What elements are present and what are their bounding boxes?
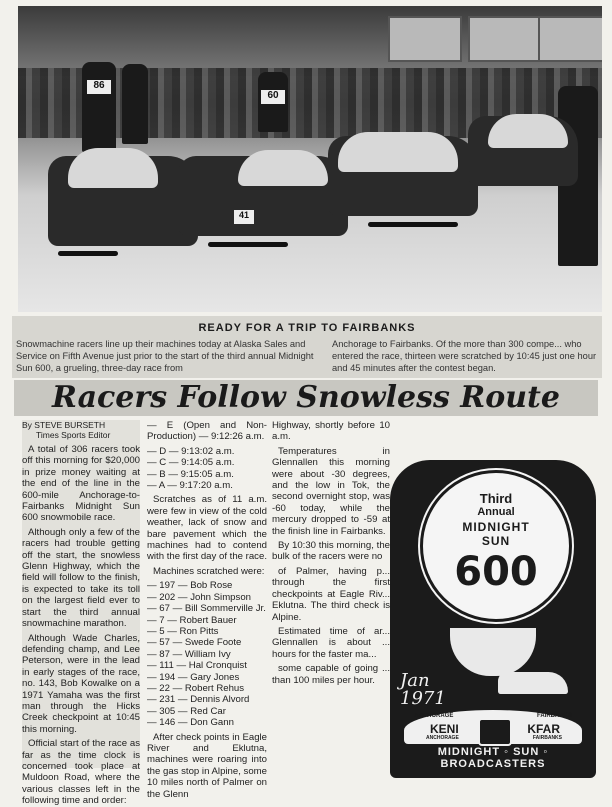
racer-bib: 86	[87, 80, 111, 94]
route-left: ANCHORAGE	[414, 713, 454, 719]
scratched-entry: — 67 — Bill Sommerville Jr.	[147, 603, 266, 615]
snowmobile-icon	[498, 672, 568, 694]
paragraph: A total of 306 racers took off this morning for $20,000 in prize money waiting at the end of the line in the 600-mile Anchorage-to-Fairbanks Midnight Sun 600 snowmobile race.	[22, 444, 140, 524]
trophy-icon	[450, 628, 536, 676]
snowmobile	[328, 136, 478, 216]
scratched-entry: — 197 — Bob Rose	[147, 580, 233, 592]
byline-name: By STEVE BURSETH	[22, 420, 106, 430]
racer-figure	[122, 64, 148, 144]
paragraph: Although Wade Charles, defending champ, and Lee Peterson, were in the lead in early stages of the race, no. 143, Bob Kowalke on a 1971 Yamaha was the first man through the Hicks Creek checkpoint at 10:45 this morning.	[22, 632, 140, 735]
headline: Racers Follow Snowless Route	[14, 380, 598, 416]
ad-line-midnight: MIDNIGHT	[462, 520, 530, 534]
start-time: — D — 9:13:02 a.m.	[147, 445, 235, 457]
news-photo	[18, 6, 602, 312]
scratched-entry: — 5 — Ron Pitts	[147, 625, 219, 637]
article-column-1	[22, 420, 140, 807]
ad-year: 1971	[400, 688, 446, 709]
garage-window	[468, 16, 542, 62]
station-keni: KENI	[430, 722, 459, 736]
scratched-list	[147, 580, 267, 728]
scratched-entry: — 305 — Red Car	[147, 705, 226, 717]
start-time: — A — 9:17:20 a.m.	[147, 480, 233, 492]
paragraph: By 10:30 this morning, the bulk of the racers were no	[272, 540, 390, 563]
article-column-2	[147, 420, 267, 800]
paragraph: Official start of the race as far as the time clock is concerned took place at Muldoon Road, where the various classes left in the following time and order:	[22, 738, 140, 807]
paragraph: Highway, shortly before 10 a.m.	[272, 420, 390, 443]
caption-text-right: Anchorage to Fairbanks. Of the more than 300 compe... who entered the race, thirteen were scratched by 10:45 just one hour and 45 minutes after the contest began.	[332, 339, 597, 373]
scratched-entry: — 146 — Don Gann	[147, 717, 234, 729]
paragraph: some capable of going ... than 100 miles per hour.	[272, 663, 390, 686]
station-kfar: KFAR	[527, 722, 560, 736]
route-right: FAIRBANKS	[536, 713, 572, 719]
paragraph: Estimated time of ar... Glennallen is about ... hours for the faster ma...	[272, 625, 390, 660]
ad-date	[400, 672, 446, 708]
paragraph: of Palmer, having p... through the first checkpoints at Eagle Riv... Eklutna. The third check is Alpine.	[272, 565, 390, 623]
racer-figure	[258, 72, 288, 132]
scratched-entry: — 231 — Dennis Alvord	[147, 694, 250, 706]
scratched-entry: — 202 — John Simpson	[147, 591, 251, 603]
byline-role: Times Sports Editor	[36, 430, 111, 440]
scratched-entry: — 22 — Robert Rehus	[147, 682, 245, 694]
scratched-entry: — 7 — Robert Bauer	[147, 614, 237, 626]
racer-figure	[82, 62, 116, 152]
caption-title: READY FOR A TRIP TO FAIRBANKS	[198, 322, 416, 334]
article-column-3	[272, 420, 390, 686]
garage-window	[538, 16, 602, 62]
scratched-header: Machines scratched were:	[153, 565, 265, 577]
paragraph: Scratches as of 11 a.m. were few in view of the cold weather, lack of snow and bare pavement which the machines had to contend with the first day of the race.	[147, 494, 267, 563]
ad-month: Jan	[400, 670, 430, 691]
ad-line-third: Third	[479, 491, 513, 506]
snowmobile	[178, 156, 348, 236]
sun-emblem	[420, 470, 572, 622]
caption-text-left: Snowmachine racers line up their machines today at Alaska Sales and Service on Fifth Avenue just prior to the start of the third annual Midnight Sun 600, a grueling, three-day race from	[16, 339, 314, 373]
start-time: — C — 9:14:05 a.m.	[147, 457, 235, 469]
ad-line-annual: Annual	[477, 506, 515, 518]
ad-line-sun: SUN	[481, 534, 511, 548]
snowmobile	[48, 156, 198, 246]
scratched-entry: — 194 — Gary Jones	[147, 671, 240, 683]
sled-number: 41	[234, 210, 254, 224]
scratched-entry: — 57 — Swede Foote	[147, 637, 242, 649]
paragraph: Although only a few of the racers had trouble getting off the start, the snowless Glenn Highway, which the field will follow to the finish, is expected to take its toll on the largest field ever to start the third annual snowmachine marathon.	[22, 526, 140, 630]
snowmobile	[468, 116, 578, 186]
paragraph: After check points in Eagle River and Eklutna, machines were roaring into the gas stop in Alpine, some 10 miles north of Palmer on the Glenn	[147, 731, 267, 800]
station-keni-city: ANCHORAGE	[426, 735, 459, 741]
start-time-open: — E (Open and Non-Production) — 9:12:26 a.m.	[147, 420, 267, 443]
paragraph: Temperatures in Glennallen this morning were about -30 degrees, and the low in Tok, the second overnight stop, was -60 today, while the mercury dropped to -59 at the finish line in Fairbanks.	[272, 445, 390, 537]
scratched-entry: — 111 — Hal Cronquist	[147, 660, 247, 672]
ad-footer: MIDNIGHT ◦ SUN ◦ BROADCASTERS	[437, 746, 549, 770]
scratched-entry: — 87 — William Ivy	[147, 648, 231, 660]
start-time: — B — 9:15:05 a.m.	[147, 468, 234, 480]
station-kfar-city: FAIRBANKS	[532, 735, 562, 741]
garage-window	[388, 16, 462, 62]
racer-bib: 60	[261, 90, 285, 104]
start-times-list	[147, 446, 267, 492]
photo-caption	[12, 316, 602, 378]
ad-race-number: 600	[454, 549, 538, 595]
tv-icon	[478, 718, 512, 746]
midnight-sun-600-ad	[390, 460, 596, 778]
